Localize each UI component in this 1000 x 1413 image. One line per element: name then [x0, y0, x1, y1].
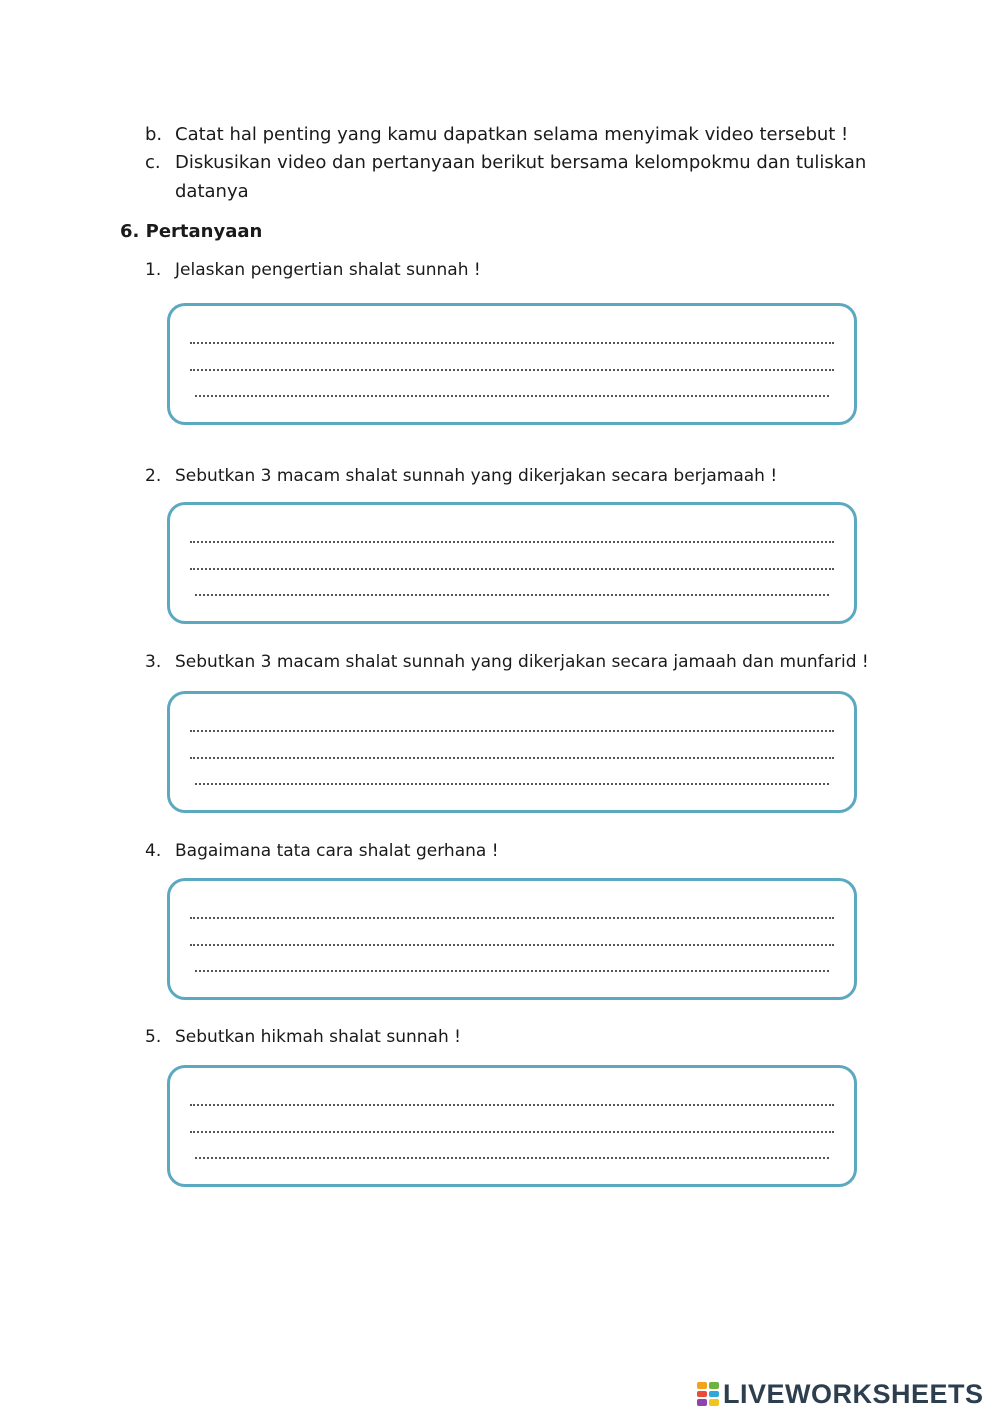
answer-box-4[interactable] [167, 878, 857, 1000]
question-number: 3. [145, 652, 162, 672]
answer-line [190, 568, 834, 570]
question-text: Bagaimana tata cara shalat gerhana ! [175, 841, 499, 861]
answer-box-2[interactable] [167, 502, 857, 624]
answer-line [190, 1104, 834, 1106]
question-number: 1. [145, 260, 162, 280]
question-number: 4. [145, 841, 162, 861]
answer-line [190, 1131, 834, 1133]
question-number: 2. [145, 466, 162, 486]
liveworksheets-logo[interactable] [697, 1379, 984, 1409]
answer-line [190, 342, 834, 344]
answer-line [195, 783, 829, 785]
answer-line [190, 757, 834, 759]
question-text: Sebutkan 3 macam shalat sunnah yang dikerjakan secara berjamaah ! [175, 466, 778, 486]
answer-box-3[interactable] [167, 691, 857, 813]
question-text: Sebutkan hikmah shalat sunnah ! [175, 1027, 461, 1047]
answer-line [195, 1157, 829, 1159]
instruction-text: Diskusikan video dan pertanyaan berikut bersama kelompokmu dan tuliskan [175, 152, 867, 173]
answer-line [195, 594, 829, 596]
instruction-marker: c. [145, 152, 161, 173]
instruction-text-cont: datanya [175, 181, 249, 202]
section-number: 6. [120, 221, 140, 242]
answer-line [190, 541, 834, 543]
answer-box-5[interactable] [167, 1065, 857, 1187]
section-heading [120, 219, 262, 245]
brand-name: LIVEWORKSHEETS [723, 1378, 984, 1409]
question-text: Sebutkan 3 macam shalat sunnah yang dikerjakan secara jamaah dan munfarid ! [175, 652, 869, 672]
question-number: 5. [145, 1027, 162, 1047]
instruction-text: Catat hal penting yang kamu dapatkan selama menyimak video tersebut ! [175, 124, 849, 145]
answer-line [190, 944, 834, 946]
answer-line [190, 917, 834, 919]
answer-line [190, 369, 834, 371]
section-title: Pertanyaan [145, 221, 263, 242]
instruction-marker: b. [145, 124, 163, 145]
question-text: Jelaskan pengertian shalat sunnah ! [175, 260, 481, 280]
answer-line [190, 730, 834, 732]
answer-line [195, 395, 829, 397]
liveworksheets-logo-icon [697, 1382, 719, 1406]
answer-box-1[interactable] [167, 303, 857, 425]
answer-line [195, 970, 829, 972]
